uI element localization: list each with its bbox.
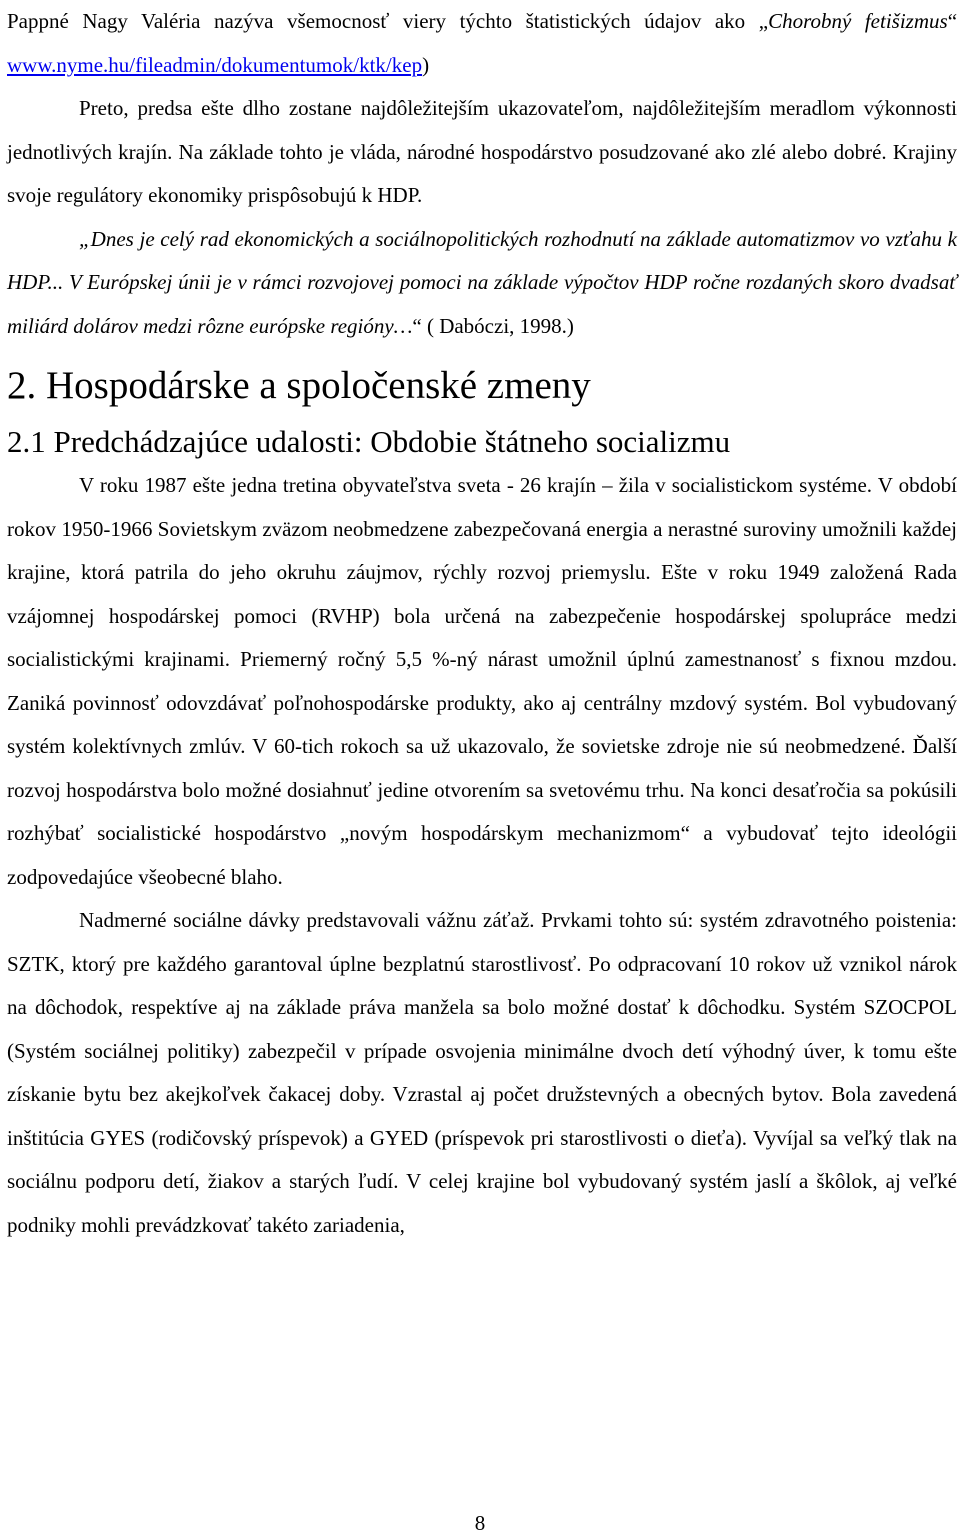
paragraph-3-citation: “ ( Dabóczi, 1998.) (412, 313, 574, 338)
paragraph-1-quote: Chorobný fetišizmus (768, 9, 948, 33)
source-link[interactable]: www.nyme.hu/fileadmin/dokumentumok/ktk/kep (7, 52, 423, 77)
page-content (7, 0, 957, 1247)
paragraph-4: V roku 1987 ešte jedna tretina obyvateľstva sveta - 26 krajín – žila v socialistickom systéme. V období rokov 1950-1966 Sovietskym zväzom neobmedzene zabezpečovaná energia a nerastné suroviny umožnili každej krajine, ktorá patrila do jeho okruhu záujmov, rýchly rozvoj priemyslu. Ešte v roku 1949 založená Rada vzájomnej hospodárskej pomoci (RVHP) bola určená na zabezpečenie hospodárskej spolupráce medzi socialistickými krajinami. Priemerný ročný 5,5 %-ný nárast umožnil úplnú zamestnanosť s fixnou mzdou. Zaniká povinnosť odovzdávať poľnohospodárske produkty, ako aj centrálny mzdový systém. Bol vybudovaný systém kolektívnych zmlúv. V 60-tich rokoch sa už ukazovalo, že sovietske zdroje nie sú neobmedzené. Ďalší rozvoj hospodárstva bolo možné dosiahnuť jedine otvorením sa svetovému trhu. Na konci desaťročia sa pokúsili rozhýbať socialistické hospodárstvo „novým hospodárskym mechanizmom“ a vybudovať tejto ideológii zodpovedajúce všeobecné blaho. (7, 473, 957, 889)
paragraph-2: Preto, predsa ešte dlho zostane najdôležitejším ukazovateľom, najdôležitejším meradlom výkonnosti jednotlivých krajín. Na základe tohto je vláda, národné hospodárstvo posudzované ako zlé alebo dobré. Krajiny svoje regulátory ekonomiky prispôsobujú k HDP. (7, 96, 957, 207)
paragraph-3-quote: „Dnes je celý rad ekonomických a sociálnopolitických rozhodnutí na základe automatizmov vo vzťahu k HDP... V Európskej únii je v rámci rozvojovej pomoci na základe výpočtov HDP ročne rozdaných skoro dvadsať miliárd dolárov medzi rôzne európske regióny… (7, 226, 957, 338)
paragraph-1-text: Pappné Nagy Valéria nazýva všemocnosť viery týchto štatistických údajov ako „ (7, 9, 769, 33)
page-number: 8 (474, 1511, 486, 1535)
paragraph-1-end: ) (422, 52, 430, 77)
paragraph-1-quote-close: “ (947, 9, 958, 33)
paragraph-5: Nadmerné sociálne dávky predstavovali vážnu záťaž. Prvkami tohto sú: systém zdravotného poistenia: SZTK, ktorý pre každého garantoval úplne bezplatnú starostlivosť. Po odpracovaní 10 rokov už vznikol nárok na dôchodok, respektíve aj na základe práva manžela sa bolo možné dostať k dôchodku. Systém SZOCPOL (Systém sociálnej politiky) zabezpečil v prípade osvojenia minimálne dvoch detí výhodný úver, k tomu ešte získanie bytu bez akejkoľvek čakacej doby. Vzrastal aj počet družstevných a obecných bytov. Bola zavedená inštitúcia GYES (rodičovský príspevok) a GYED (príspevok pri starostlivosti o dieťa). Vyvíjal sa veľký tlak na sociálnu podporu detí, žiakov a starých ľudí. V celej krajine bol vybudovaný systém jaslí a škôlok, aj veľké podniky mohli prevádzkovať takéto zariadenia, (7, 908, 957, 1237)
paragraph-1 (7, 0, 957, 87)
section-heading: 2. Hospodárske a spoločenské zmeny (7, 364, 591, 407)
subsection-heading: 2.1 Predchádzajúce udalosti: Obdobie štátneho socializmu (7, 424, 731, 459)
paragraph-3 (7, 218, 957, 349)
